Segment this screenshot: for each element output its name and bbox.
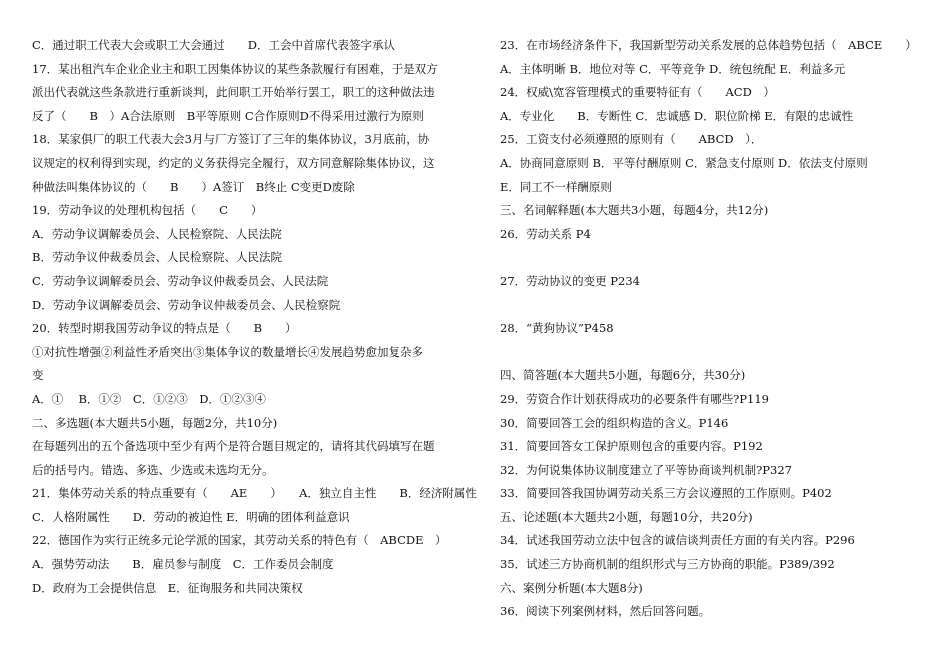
right-text-line: 36．阅读下列案例材料，然后回答问题。 xyxy=(500,604,711,619)
right-blank-line xyxy=(500,294,930,318)
left-text-line: 21．集体劳动关系的特点重要有（ AE ） A．独立自主性 B．经济附属性 xyxy=(32,486,477,501)
left-text-line: ①对抗性增强②利益性矛盾突出③集体争议的数量增长④发展趋势愈加复杂多 xyxy=(32,344,423,359)
right-text-line: 30．简要回答工会的组织构造的含义。P146 xyxy=(500,415,729,430)
right-text-line: 29．劳资合作计划获得成功的必要条件有哪些?P119 xyxy=(500,391,769,406)
left-text-line: 派出代表就这些条款进行重新谈判，此间职工开始举行罢工，职工的这种做法违 xyxy=(32,85,435,100)
right-text-line: A．主体明晰 B．地位对等 C．平等竞争 D．统包统配 E．利益多元 xyxy=(500,61,846,76)
left-text-line: 22．德国作为实行正统多元论学派的国家，其劳动关系的特色有（ ABCDE ） xyxy=(32,533,447,548)
left-text-line: C．通过职工代表大会或职工大会通过 D．工会中首席代表签字承认 xyxy=(32,38,396,52)
right-text-line: 26．劳动关系 P4 xyxy=(500,226,591,241)
left-text-line: 反了（ B ）A合法原则 B平等原则 C合作原则D不得采用过激行为原则 xyxy=(32,108,424,123)
right-text-line: 23．在市场经济条件下，我国新型劳动关系发展的总体趋势包括（ ABCE ） xyxy=(500,38,917,52)
left-text-line: 种做法叫集体协议的（ B ）A签订 B终止 C变更D废除 xyxy=(32,179,355,194)
left-column xyxy=(32,34,477,600)
left-text-line: 议规定的权利得到实现，约定的义务获得完全履行，双方同意解除集体协议，这 xyxy=(32,155,435,170)
right-text-line: 33．简要回答我国协调劳动关系三方会议遵照的工作原则。P402 xyxy=(500,486,832,501)
right-text-line: A．协商同意原则 B．平等付酬原则 C．紧急支付原则 D．依法支付原则 xyxy=(500,155,868,170)
left-text-line: A．强势劳动法 B．雇员参与制度 C．工作委员会制度 xyxy=(32,557,334,572)
right-text-line: 28．“黄狗协议”P458 xyxy=(500,321,614,336)
right-text-line: 三、名词解释题(本大题共3小题，每题4分，共12分) xyxy=(500,203,769,218)
left-text-line: 18．某家俱厂的职工代表大会3月与厂方签订了三年的集体协议，3月底前，协 xyxy=(32,132,430,147)
right-blank-line xyxy=(500,246,930,270)
left-text-line: 20．转型时期我国劳动争议的特点是（ B ） xyxy=(32,321,297,336)
left-text-line: B．劳动争议仲裁委员会、人民检察院、人民法院 xyxy=(32,250,282,265)
right-text-line: 六、案例分析题(本大题8分) xyxy=(500,580,643,595)
left-text-line: D．劳动争议调解委员会、劳动争议仲裁委员会、人民检察院 xyxy=(32,297,341,312)
right-text-line: 35．试述三方协商机制的组织形式与三方协商的职能。P389/392 xyxy=(500,557,835,572)
left-text-line: C．人格附属性 D．劳动的被迫性 E．明确的团体利益意识 xyxy=(32,509,350,524)
right-text-line: 32．为何说集体协议制度建立了平等协商谈判机制?P327 xyxy=(500,462,792,477)
left-text-line: D．政府为工会提供信息 E．征询服务和共同决策权 xyxy=(32,580,303,595)
right-column xyxy=(500,34,930,624)
right-text-line: 25．工资支付必须遵照的原则有（ ABCD ）． xyxy=(500,132,763,147)
left-text-line: A．劳动争议调解委员会、人民检察院、人民法院 xyxy=(32,226,282,241)
right-blank-line xyxy=(500,341,930,365)
right-text-line: 五、论述题(本大题共2小题，每题10分，共20分) xyxy=(500,509,753,524)
right-text-line: 34．试述我国劳动立法中包含的诚信谈判责任方面的有关内容。P296 xyxy=(500,533,855,548)
right-text-line: 四、简答题(本大题共5小题，每题6分，共30分) xyxy=(500,368,746,383)
right-text-line: 31．简要回答女工保护原则包含的重要内容。P192 xyxy=(500,439,763,454)
right-text-line: 27．劳动协议的变更 P234 xyxy=(500,273,640,288)
left-text-line: 19．劳动争议的处理机构包括（ C ） xyxy=(32,203,263,218)
left-text-line: A．① B．①② C．①②③ D．①②③④ xyxy=(32,391,266,406)
left-text-line: 二、多选题(本大题共5小题，每题2分，共10分) xyxy=(32,415,278,430)
left-text-line: 17．某出租汽车企业企业主和职工因集体协议的某些条款履行有困难，于是双方 xyxy=(32,61,438,76)
right-text-line: A．专业化 B．专断性 C．忠诚感 D．职位阶梯 E．有限的忠诚性 xyxy=(500,108,854,123)
left-text-line: 变 xyxy=(32,368,44,383)
left-text-line: 后的括号内。错选、多选、少选或未选均无分。 xyxy=(32,462,274,477)
left-text-line: 在每题列出的五个备选项中至少有两个是符合题目规定的，请将其代码填写在题 xyxy=(32,439,435,454)
right-text-line: E．同工不一样酬原则 xyxy=(500,179,612,194)
left-text-line: C．劳动争议调解委员会、劳动争议仲裁委员会、人民法院 xyxy=(32,273,329,288)
right-text-line: 24．权威\宽容管理模式的重要特征有（ ACD ） xyxy=(500,85,775,100)
